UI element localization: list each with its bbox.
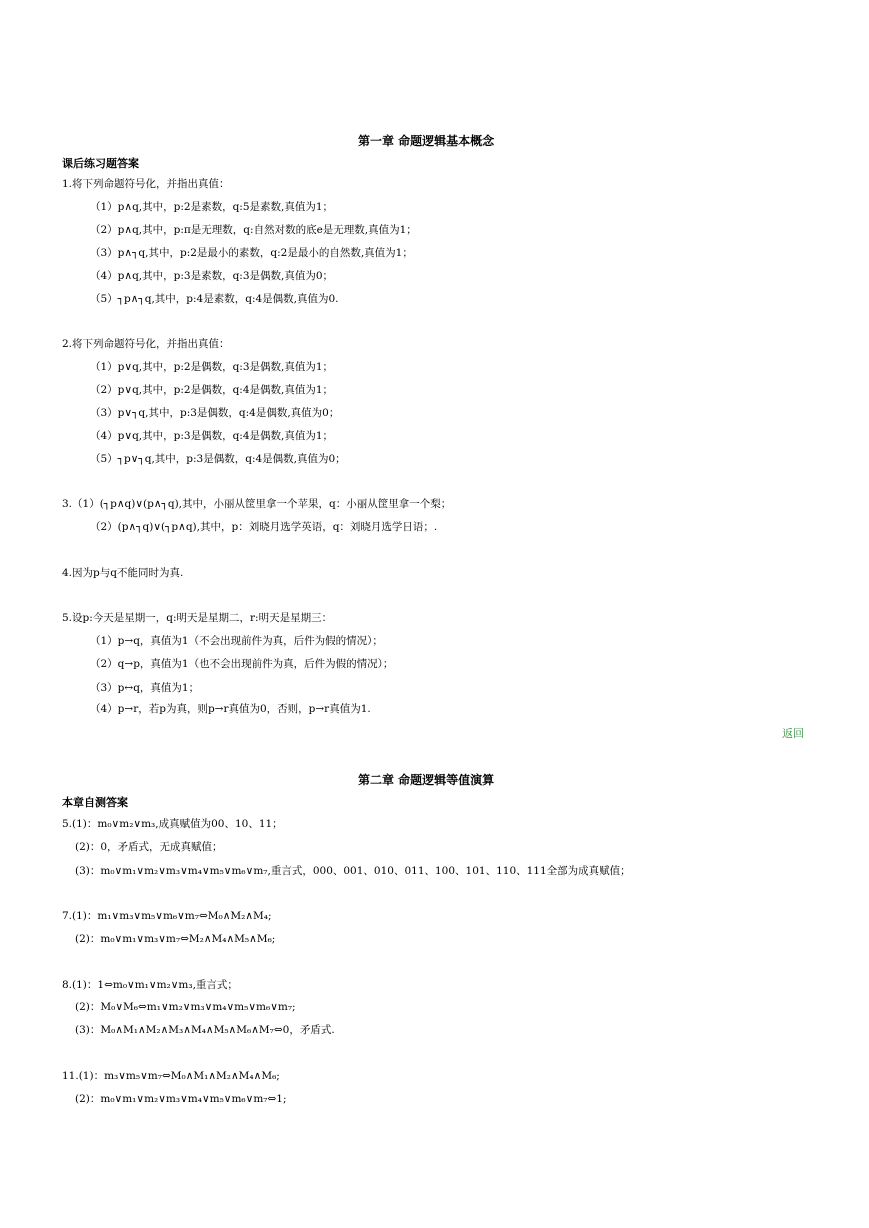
question-11-answer: 11.(1)：m₃∨m₅∨m₇⇔M₀∧M₁∧M₂∧M₄∧M₆; [62, 1070, 280, 1082]
answer-line: （2）(p∧┐q)∨(┐p∧q),其中，p：刘晓月选学英语，q：刘晓月选学日语；. [90, 521, 438, 533]
question-4: 4.因为p与q不能同时为真. [62, 567, 184, 579]
chapter1-title: 第一章 命题逻辑基本概念 [358, 134, 495, 148]
back-link[interactable]: 返回 [782, 727, 804, 740]
question-8-answer: 8.(1)：1⇔m₀∨m₁∨m₂∨m₃,重言式； [62, 979, 238, 991]
answer-line: (3)：m₀∨m₁∨m₂∨m₃∨m₄∨m₅∨m₆∨m₇,重言式，000、001、010、011、100、101、110、111全部为成真赋值； [75, 865, 631, 877]
answer-line: （5）┐p∧┐q,其中，p:4是素数，q:4是偶数,真值为0. [90, 293, 339, 305]
answer-line: (2)：m₀∨m₁∨m₃∨m₇⇔M₂∧M₄∧M₅∧M₆; [75, 933, 276, 945]
answer-line: (2)：0，矛盾式，无成真赋值； [75, 841, 223, 853]
chapter2-subtitle: 本章自测答案 [62, 796, 128, 809]
answer-line: （4）p∧q,其中，p:3是素数，q:3是偶数,真值为0； [90, 270, 334, 282]
chapter2-title: 第二章 命题逻辑等值演算 [358, 773, 495, 787]
answer-line: (2)：m₀∨m₁∨m₂∨m₃∨m₄∨m₅∨m₆∨m₇⇔1; [75, 1093, 287, 1105]
answer-line: （4）p→r，若p为真，则p→r真值为0，否则，p→r真值为1. [90, 703, 371, 715]
answer-line: （4）p∨q,其中，p:3是偶数，q:4是偶数,真值为1； [90, 430, 334, 442]
question-1: 1.将下列命题符号化，并指出真值： [62, 178, 230, 190]
chapter1-subtitle: 课后练习题答案 [62, 157, 139, 170]
answer-line: （1）p∧q,其中，p:2是素数，q:5是素数,真值为1； [90, 201, 334, 213]
answer-line: （3）p∨┐q,其中，p:3是偶数，q:4是偶数,真值为0； [90, 407, 340, 419]
answer-line: （3）p↔q，真值为1； [90, 682, 200, 694]
question-3: 3.（1）(┐p∧q)∨(p∧┐q),其中，小丽从筐里拿一个苹果，q：小丽从筐里拿一个梨； [62, 498, 452, 510]
answer-line: （2）p∧q,其中，p:π是无理数，q:自然对数的底e是无理数,真值为1； [90, 224, 417, 236]
question-5-answer: 5.(1)：m₀∨m₂∨m₃,成真赋值为00、10、11； [62, 818, 283, 830]
answer-line: （5）┐p∨┐q,其中，p:3是偶数，q:4是偶数,真值为0； [90, 453, 346, 465]
question-7-answer: 7.(1)：m₁∨m₃∨m₅∨m₆∨m₇⇔M₀∧M₂∧M₄; [62, 910, 272, 922]
answer-line: （1）p→q，真值为1（不会出现前件为真，后件为假的情况）； [90, 635, 383, 647]
answer-line: (3)：M₀∧M₁∧M₂∧M₃∧M₄∧M₅∧M₆∧M₇⇔0，矛盾式. [75, 1024, 335, 1036]
answer-line: （3）p∧┐q,其中，p:2是最小的素数，q:2是最小的自然数,真值为1； [90, 247, 413, 259]
answer-line: （2）q→p，真值为1（也不会出现前件为真，后件为假的情况）； [90, 658, 394, 670]
answer-line: (2)：M₀∨M₆⇔m₁∨m₂∨m₃∨m₄∨m₅∨m₆∨m₇; [75, 1001, 296, 1013]
question-5: 5.设p:今天是星期一，q:明天是星期二，r:明天是星期三： [62, 612, 333, 624]
question-2: 2.将下列命题符号化，并指出真值： [62, 338, 230, 350]
answer-line: （1）p∨q,其中，p:2是偶数，q:3是偶数,真值为1； [90, 361, 334, 373]
answer-line: （2）p∨q,其中，p:2是偶数，q:4是偶数,真值为1； [90, 384, 334, 396]
